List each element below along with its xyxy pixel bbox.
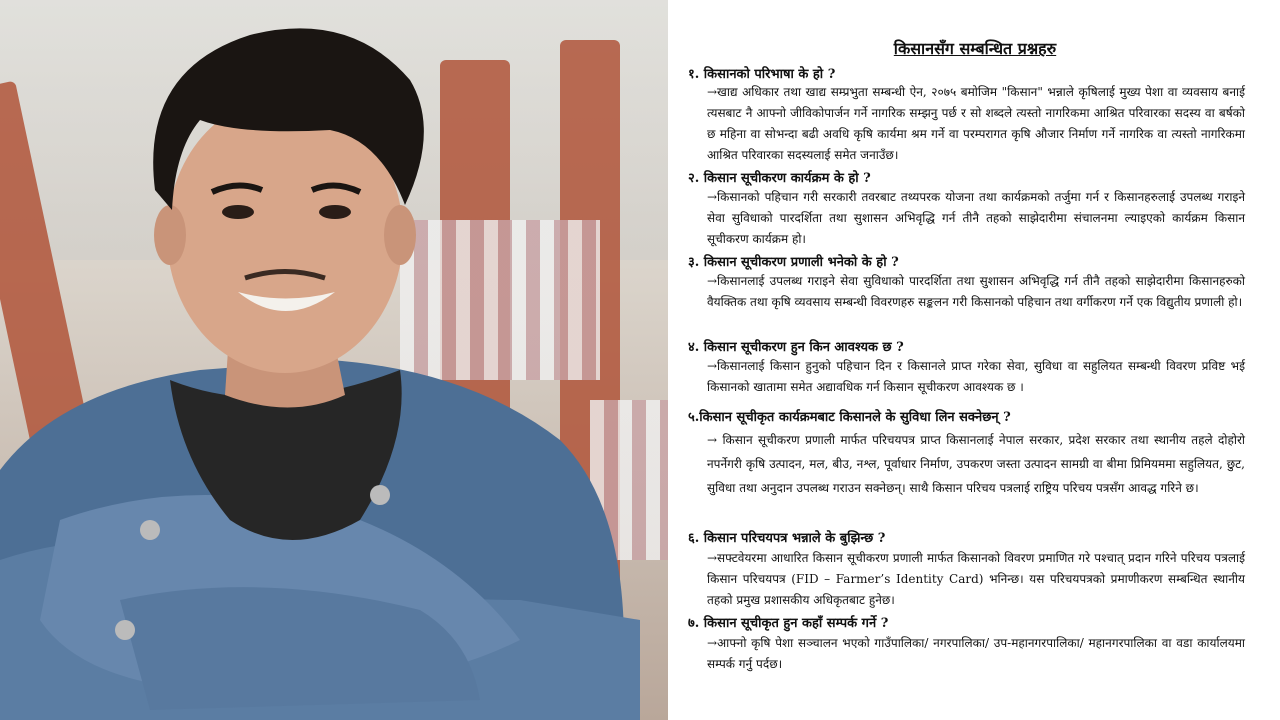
question-5: ५.किसान सूचीकृत कार्यक्रमबाट किसानले के सुविधा लिन सक्नेछन् ? (688, 410, 1011, 425)
answer-7: →आफ्नो कृषि पेशा सञ्चालन भएको गाउँपालिका/ नगरपालिका/ उप-महानगरपालिका/ महानगरपालिका वा वडा कार्यालयमा सम्पर्क गर्नु पर्दछ। (707, 636, 1245, 671)
answer-5: → किसान सूचीकरण प्रणाली मार्फत परिचयपत्र प्राप्त किसानलाई नेपाल सरकार, प्रदेश सरकार तथा स्थानीय तहले दोहोरो नपर्नेगरी कृषि उत्पादन, मल, बीउ, नश्ल, पूर्वाधार निर्माण, उपकरण जस्ता उत्पादन सामग्री वा बीमा प्रिमियममा सहुलियत, छुट, सुविधा तथा अनुदान उपलब्ध गराउन सक्नेछन्। साथै किसान परिचय पत्रलाई राष्ट्रिय परिचय पत्रसँग आवद्ध गरिने छ। (707, 433, 1245, 495)
question-1: १. किसानको परिभाषा के हो ? (688, 67, 836, 82)
question-3: ३. किसान सूचीकरण प्रणाली भनेको के हो ? (688, 255, 899, 270)
question-6: ६. किसान परिचयपत्र भन्नाले के बुझिन्छ ? (688, 531, 886, 546)
answer-1: →खाद्य अधिकार तथा खाद्य सम्प्रभुता सम्बन्धी ऐन, २०७५ बमोजिम "किसान" भन्नाले कृषिलाई मुख्य पेशा वा व्यवसाय बनाई त्यसबाट नै आफ्नो जीविकोपार्जन गर्ने नागरिक सम्झनु पर्छ र सो शब्दले त्यस्तो नागरिकमा आश्रित परिवारका सदस्य वा बर्षको छ महिना वा सोभन्दा बढी अवधि कृषि कार्यमा श्रम गर्ने वा परम्परागत कृषि औजार निर्माण गर्ने नागरिक वा त्यस्तो नागरिकमा आश्रित परिवारका सदस्यलाई समेत जनाउँछ। (707, 85, 1245, 162)
answer-3: →किसानलाई उपलब्ध गराइने सेवा सुविधाको पारदर्शिता तथा सुशासन अभिवृद्धि गर्न तीनै तहको साझेदारीमा किसानहरुको वैयक्तिक तथा कृषि व्यवसाय सम्बन्धी विवरणहरु सङ्कलन गरी किसानको पहिचान तथा वर्गीकरण गर्ने एक विद्युतीय प्रणाली हो। (707, 274, 1245, 309)
answer-2: →किसानको पहिचान गरी सरकारी तवरबाट तथ्यपरक योजना तथा कार्यक्रमको तर्जुमा गर्न र किसानहरुलाई उपलब्ध गराइने सेवा सुविधाको पारदर्शिता तथा सुशासन अभिवृद्धि गर्न तीनै तहको साझेदारीमा संचालनमा ल्याइएको कार्यक्रम किसान सूचीकरण कार्यक्रम हो। (707, 190, 1245, 246)
document-title: किसानसँग सम्बन्धित प्रश्नहरु (893, 39, 1057, 58)
answer-6: →सफ्टवेयरमा आधारित किसान सूचीकरण प्रणाली मार्फत किसानको विवरण प्रमाणित गरे पश्चात् प्रदान गरिने परिचय पत्रलाई किसान परिचयपत्र (FID – Farmer’s Identity Card) भनिन्छ। यस परिचयपत्रको प्रमाणीकरण सम्बन्धित स्थानीय तहको प्रमुख प्रशासकीय अधिकृतबाट हुनेछ। (707, 551, 1245, 607)
question-2: २. किसान सूचीकरण कार्यक्रम के हो ? (688, 171, 871, 186)
document-page (670, 0, 1280, 720)
answer-4: →किसानलाई किसान हुनुको पहिचान दिन र किसानले प्राप्त गरेका सेवा, सुविधा वा सहुलियत सम्बन्धी विवरण प्रविष्ट भई किसानको खातामा समेत अद्यावधिक गर्न किसान सूचीकरण आवश्यक छ । (707, 359, 1245, 394)
question-7: ७. किसान सूचीकृत हुन कहाँ सम्पर्क गर्ने ? (688, 616, 889, 631)
question-4: ४. किसान सूचीकरण हुन किन आवश्यक छ ? (688, 340, 904, 355)
